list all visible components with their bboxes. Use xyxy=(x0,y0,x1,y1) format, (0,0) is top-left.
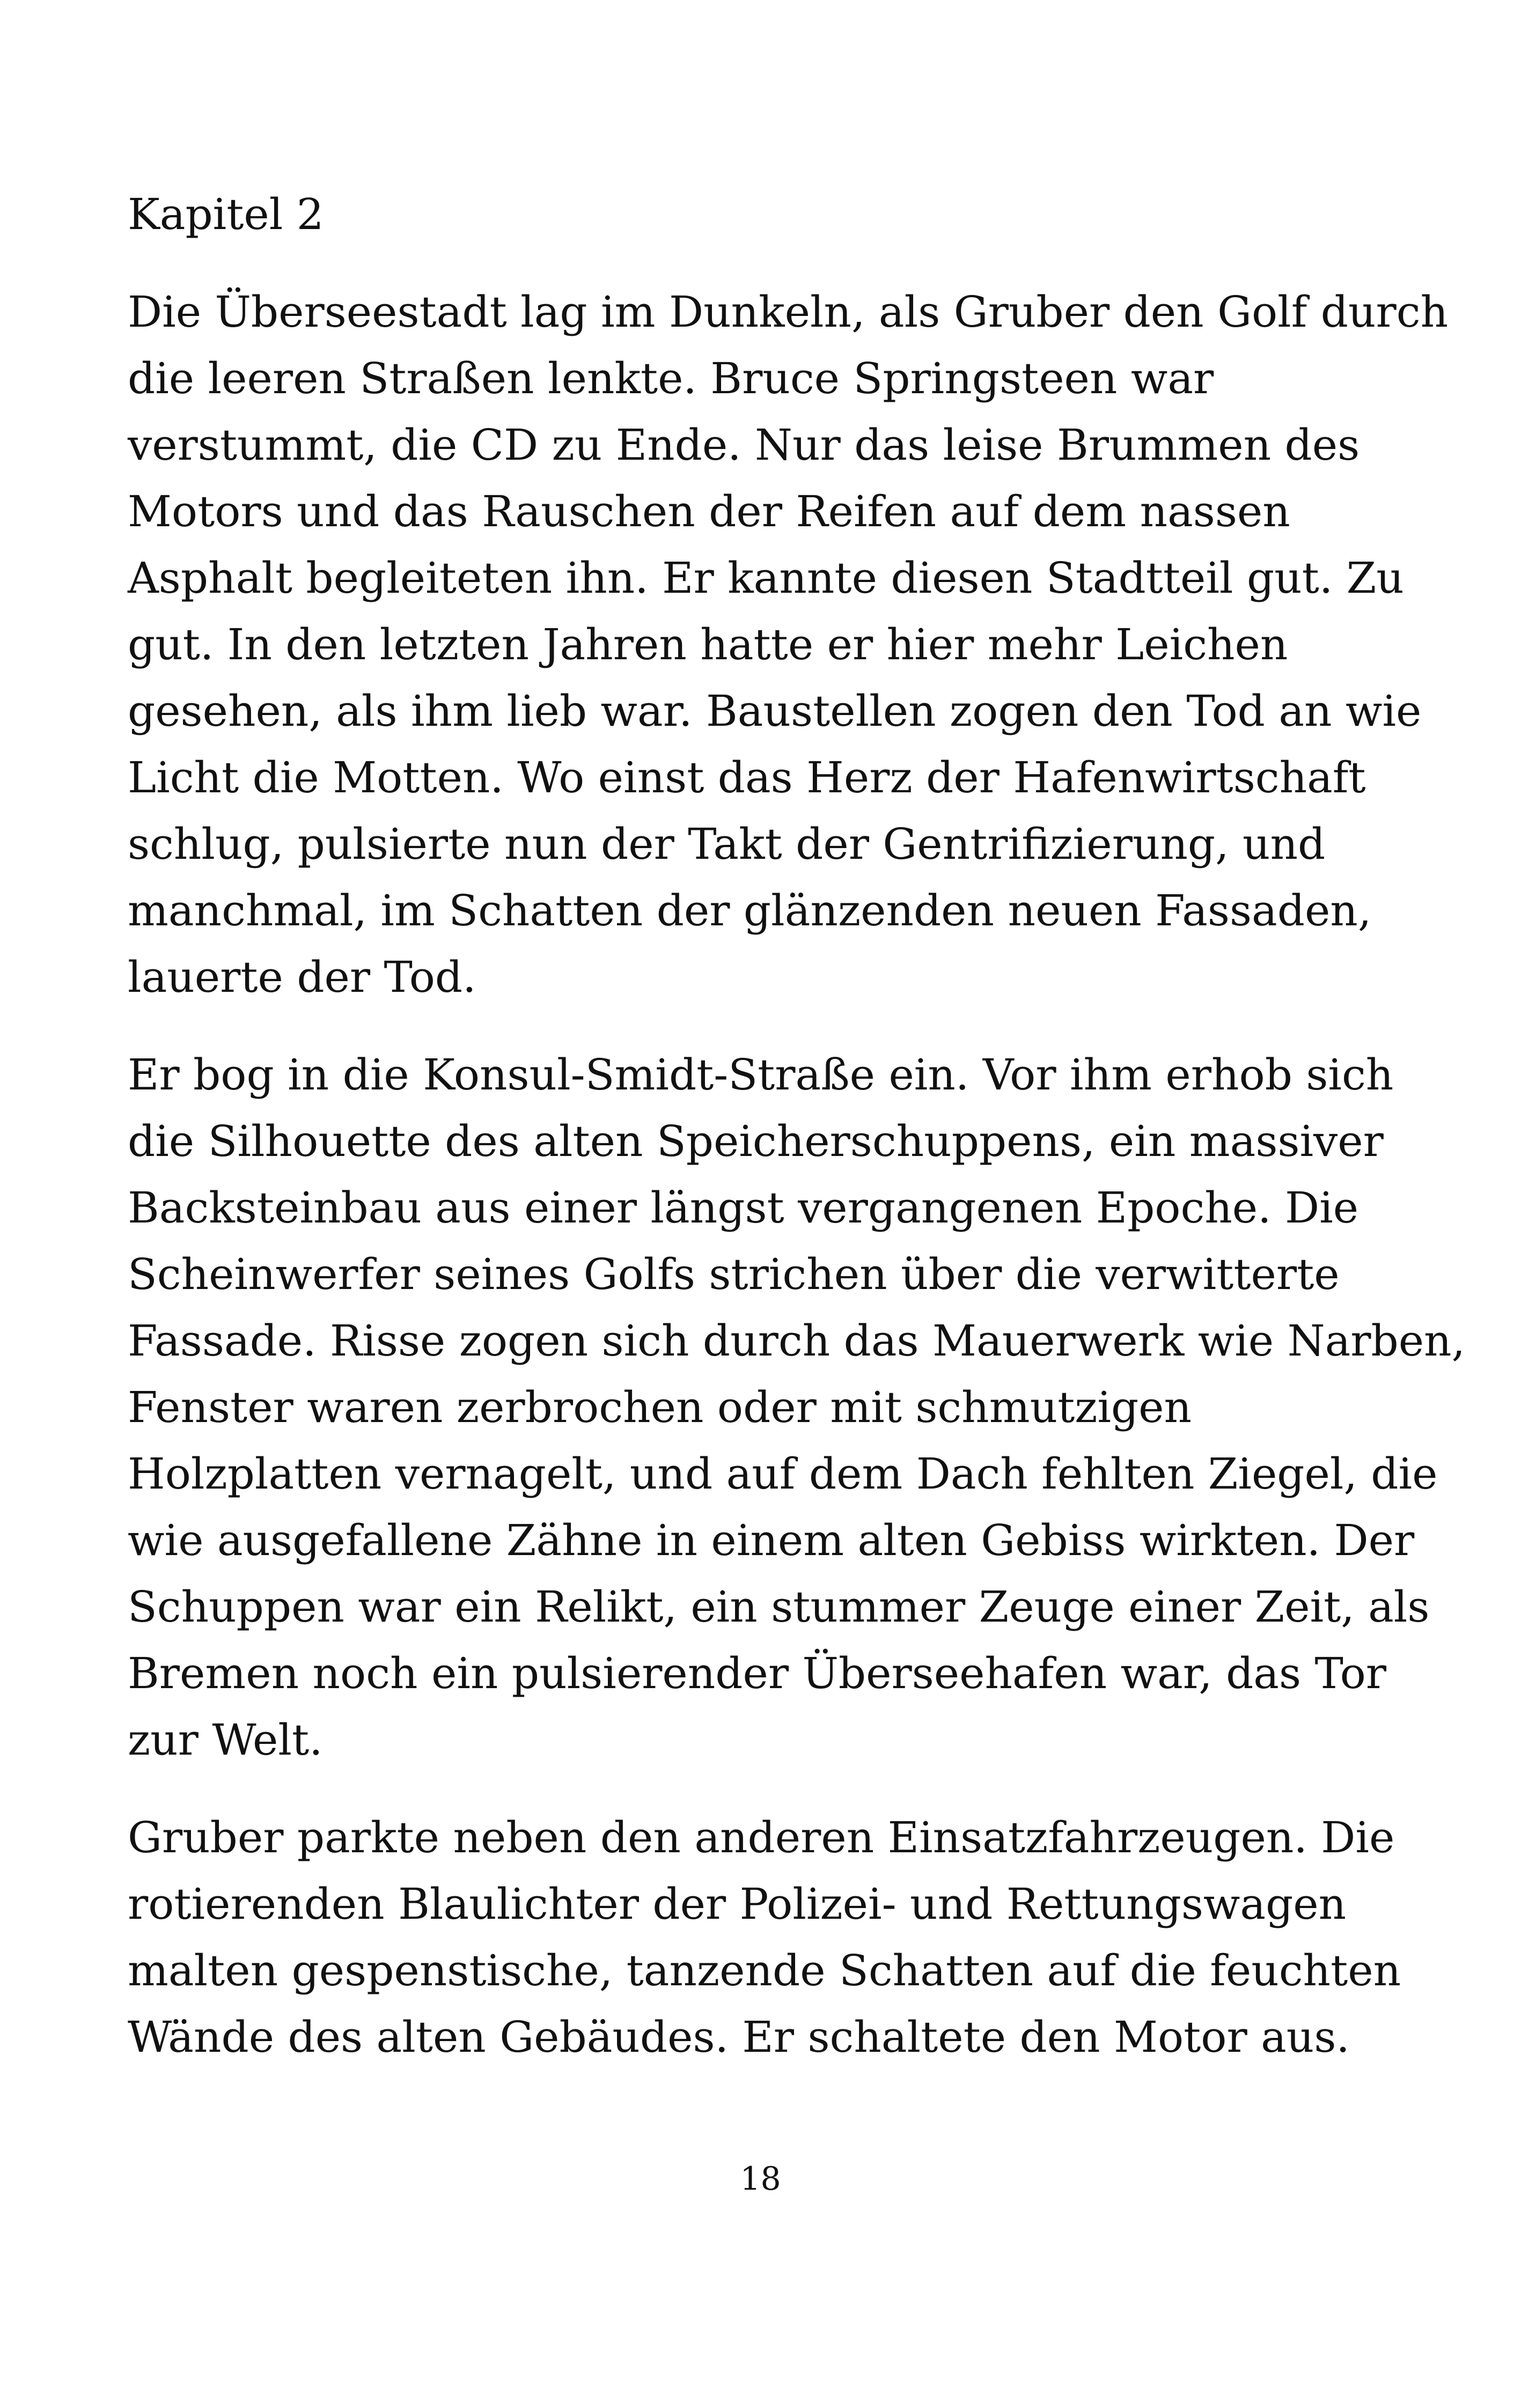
text-line: die Silhouette des alten Speicherschuppens, ein massiver xyxy=(128,1116,1384,1166)
text-line: rotierenden Blaulichter der Polizei- und Rettungswagen xyxy=(128,1879,1347,1929)
text-line: Fassade. Risse zogen sich durch das Mauerwerk wie Narben, xyxy=(128,1316,1466,1366)
text-line: gesehen, als ihm lieb war. Baustellen zogen den Tod an wie xyxy=(128,686,1422,736)
text-line: Backsteinbau aus einer längst vergangenen Epoche. Die xyxy=(128,1183,1359,1233)
page-content xyxy=(128,181,1466,2071)
paragraph xyxy=(128,1805,1415,2071)
text-line: Asphalt begleiteten ihn. Er kannte diesen Stadtteil gut. Zu xyxy=(128,553,1404,603)
text-line: lauerte der Tod. xyxy=(128,952,476,1002)
text-line: Motors und das Rauschen der Reifen auf dem nassen xyxy=(128,487,1290,536)
text-line: Bremen noch ein pulsierender Überseehafen war, das Tor xyxy=(128,1648,1387,1698)
text-line: zur Welt. xyxy=(128,1715,323,1765)
text-line: die leeren Straßen lenkte. Bruce Springsteen war xyxy=(128,354,1214,403)
text-line: Holzplatten vernagelt, und auf dem Dach fehlten Ziegel, die xyxy=(128,1449,1438,1499)
text-line: malten gespenstische, tanzende Schatten auf die feuchten xyxy=(128,1946,1401,1995)
text-line: verstummt, die CD zu Ende. Nur das leise Brummen des xyxy=(128,420,1360,470)
text-line: Die Überseestadt lag im Dunkeln, als Gruber den Golf durch xyxy=(128,287,1449,337)
chapter-title: Kapitel 2 xyxy=(128,189,324,239)
text-line: gut. In den letzten Jahren hatte er hier mehr Leichen xyxy=(128,620,1288,669)
text-line: Er bog in die Konsul-Smidt-Straße ein. Vor ihm erhob sich xyxy=(128,1050,1394,1100)
text-line: Fenster waren zerbrochen oder mit schmutzigen xyxy=(128,1382,1192,1432)
text-line: wie ausgefallene Zähne in einem alten Gebiss wirkten. Der xyxy=(128,1515,1415,1565)
text-line: manchmal, im Schatten der glänzenden neuen Fassaden, xyxy=(128,886,1372,936)
text-line: Schuppen war ein Relikt, ein stummer Zeuge einer Zeit, als xyxy=(128,1582,1430,1632)
page-number: 18 xyxy=(740,2160,781,2198)
text-line: Gruber parkte neben den anderen Einsatzfahrzeugen. Die xyxy=(128,1813,1395,1862)
paragraph xyxy=(128,1042,1466,1773)
text-line: Licht die Motten. Wo einst das Herz der Hafenwirtschaft xyxy=(128,753,1366,802)
text-line: Scheinwerfer seines Golfs strichen über die verwitterte xyxy=(128,1249,1340,1299)
paragraph xyxy=(128,279,1449,1011)
text-line: schlug, pulsierte nun der Takt der Gentrifizierung, und xyxy=(128,819,1326,869)
text-line: Wände des alten Gebäudes. Er schaltete den Motor aus. xyxy=(128,2012,1350,2062)
